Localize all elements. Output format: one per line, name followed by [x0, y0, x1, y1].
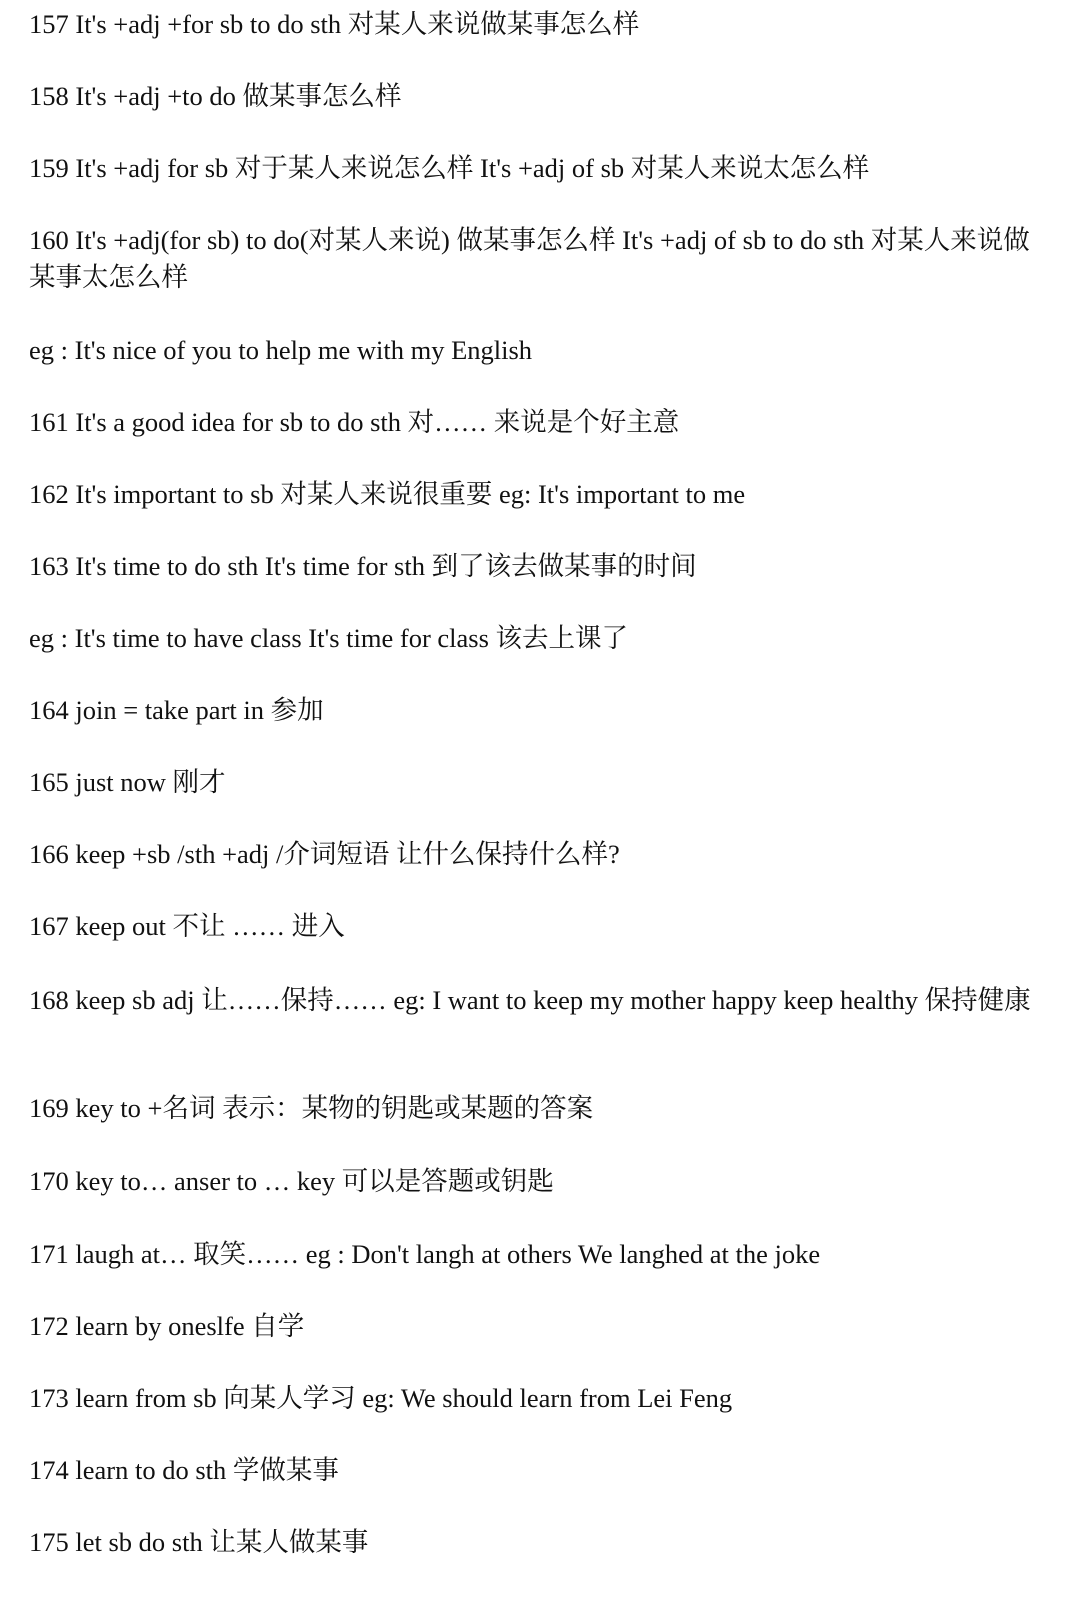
- entry-157: 157 It's +adj +for sb to do sth 对某人来说做某事怎么样: [29, 9, 640, 39]
- entry-164: 164 join = take part in 参加: [29, 695, 324, 725]
- entry-169: 169 key to +名词 表示：某物的钥匙或某题的答案: [29, 1093, 594, 1123]
- entry-170: 170 key to… anser to … key 可以是答题或钥匙: [29, 1166, 554, 1196]
- entry-174: 174 learn to do sth 学做某事: [29, 1455, 339, 1485]
- example-163: eg : It's time to have class It's time for class 该去上课了: [29, 623, 629, 653]
- entry-166: 166 keep +sb /sth +adj /介词短语 让什么保持什么样?: [29, 839, 620, 869]
- example-160: eg : It's nice of you to help me with my English: [29, 335, 533, 365]
- entry-158: 158 It's +adj +to do 做某事怎么样: [29, 81, 402, 111]
- entry-175: 175 let sb do sth 让某人做某事: [29, 1527, 369, 1557]
- entry-167: 167 keep out 不让 …… 进入: [29, 911, 345, 941]
- entry-173: 173 learn from sb 向某人学习 eg: We should learn from Lei Feng: [29, 1383, 733, 1413]
- entry-159: 159 It's +adj for sb 对于某人来说怎么样 It's +adj of sb 对某人来说太怎么样: [29, 153, 870, 183]
- entry-163: 163 It's time to do sth It's time for sth 到了该去做某事的时间: [29, 551, 697, 581]
- entry-165: 165 just now 刚才: [29, 767, 226, 797]
- entry-161: 161 It's a good idea for sb to do sth 对…… 来说是个好主意: [29, 407, 680, 437]
- entry-160: 160 It's +adj(for sb) to do(对某人来说) 做某事怎么样 It's +adj of sb to do sth 对某人来说做某事太怎么样: [29, 225, 1030, 292]
- entry-172: 172 learn by oneslfe 自学: [29, 1311, 305, 1341]
- entry-168: 168 keep sb adj 让……保持…… eg: I want to keep my mother happy keep healthy 保持健康: [29, 985, 1031, 1015]
- entry-162: 162 It's important to sb 对某人来说很重要 eg: It's important to me: [29, 479, 746, 509]
- entry-171: 171 laugh at… 取笑…… eg : Don't langh at others We langhed at the joke: [29, 1239, 821, 1269]
